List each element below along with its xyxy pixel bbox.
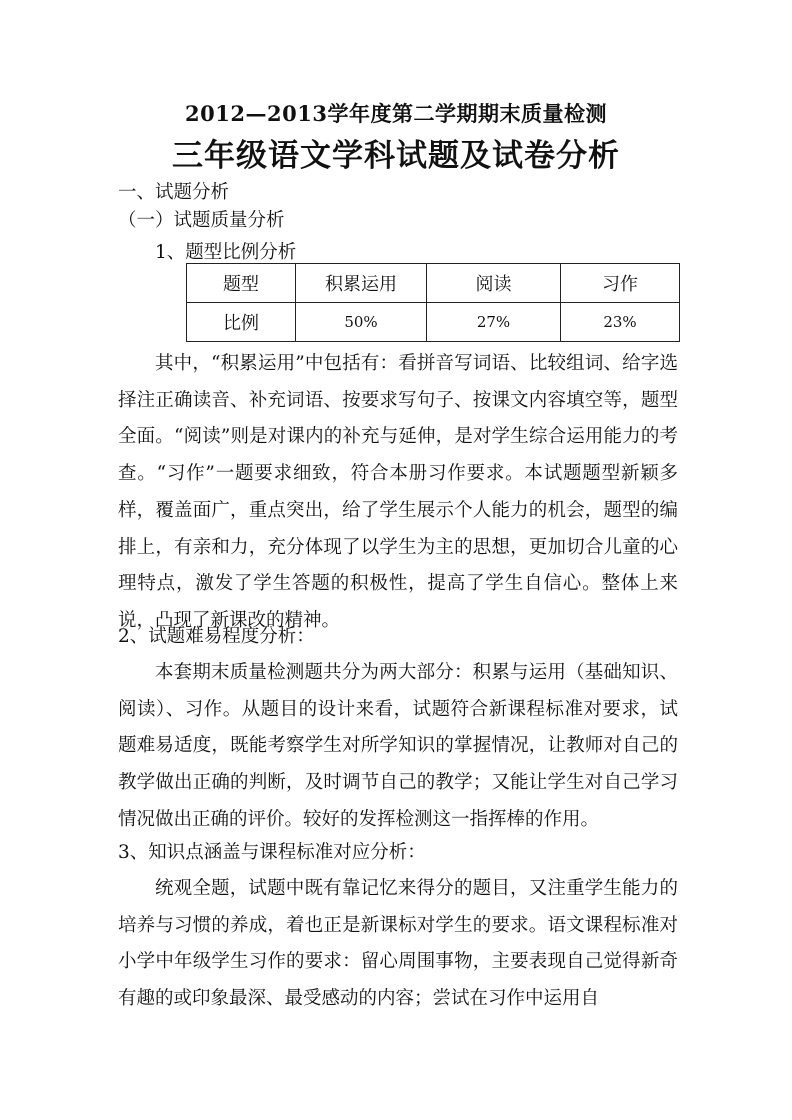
ratio-table bbox=[186, 263, 680, 342]
paragraph-difficulty: 本套期末质量检测题共分为两大部分：积累与运用（基础知识、阅读）、习作。从题目的设计来看，试题符合新课程标准对要求，试题难易适度，既能考察学生对所学知识的掌握情况，让教师对自己的教学做出正确的判断，及时调节自己的教学；又能让学生对自己学习情况做出正确的评价。较好的发挥检测这一指挥棒的作用。 bbox=[118, 662, 678, 830]
paragraph-question-types: 其中，“积累运用”中包括有：看拼音写词语、比较组词、给字选择注正确读音、补充词语、按要求写句子、按课文内容填空等，题型全面。“阅读”则是对课内的补充与延伸，是对学生综合运用能力的考查。“习作”一题要求细致，符合本册习作要求。本试题题型新颖多样，覆盖面广，重点突出，给了学生展示个人能力的机会，题型的编排上，有亲和力，充分体现了以学生为主的思想，更加切合儿童的心理特点，激发了学生答题的积极性，提高了学生自信心。整体上来说，凸现了新课改的精神。 bbox=[118, 353, 678, 631]
item-heading-ratio: 1、题型比例分析 bbox=[155, 242, 297, 263]
table-header-cell: 阅读 bbox=[427, 264, 561, 303]
document-title-line2: 三年级语文学科试题及试卷分析 bbox=[172, 138, 620, 174]
section-heading: 一、试题分析 bbox=[118, 182, 230, 203]
table-header-cell: 积累运用 bbox=[296, 264, 427, 303]
table-header-cell: 题型 bbox=[187, 264, 296, 303]
paragraph-knowledge: 统观全题，试题中既有靠记忆来得分的题目，又注重学生能力的培养与习惯的养成，着也正是新课标对学生的要求。语文课程标准对小学中年级学生习作的要求：留心周围事物，主要表现自己觉得新奇有趣的或印象最深、最受感动的内容；尝试在习作中运用自 bbox=[118, 878, 678, 1010]
table-cell: 27% bbox=[427, 303, 561, 342]
table-cell: 比例 bbox=[187, 303, 296, 342]
table-cell: 23% bbox=[561, 303, 680, 342]
table-header-cell: 习作 bbox=[561, 264, 680, 303]
item-heading-difficulty: 2、试题难易程度分析： bbox=[118, 626, 315, 647]
table-header-row bbox=[187, 264, 680, 303]
table-cell: 50% bbox=[296, 303, 427, 342]
subsection-heading: （一）试题质量分析 bbox=[118, 210, 285, 231]
document-title-line1: 2012—2013学年度第二学期期末质量检测 bbox=[185, 101, 607, 126]
table-row bbox=[187, 303, 680, 342]
item-heading-knowledge: 3、知识点涵盖与课程标准对应分析： bbox=[118, 842, 426, 863]
